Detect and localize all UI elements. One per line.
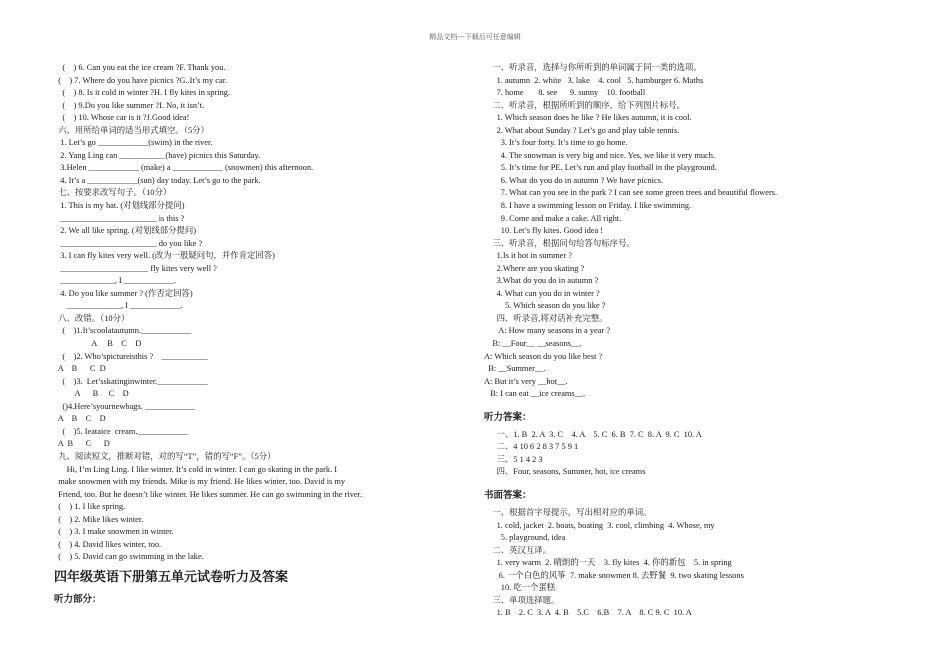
text-line: B: I can eat __ice creams__.	[484, 389, 586, 399]
document-title: 四年级英语下册第五单元试卷听力及答案	[54, 569, 289, 585]
text-line: A B C D	[54, 364, 106, 374]
text-line: ( ) 2. Mike likes winter.	[54, 514, 144, 524]
answer-line: 一、1. B 2. A 3. C 4. A 5. C 6. B 7. C 8. A 9. C 10. A	[484, 429, 702, 439]
text-line: 3.What do you do in autumn ?	[484, 276, 599, 286]
text-line: _____________________ fly kites very well ?	[54, 263, 217, 273]
text-line: 4. The snowman is very big and nice. Yes, we like it very much.	[484, 150, 716, 160]
text-line: A: Which season do you like best ?	[484, 351, 603, 361]
left-lines	[54, 62, 464, 564]
answer-line: 二、英汉互译。	[484, 545, 551, 555]
answer-line: 6. 一个白色的风筝 7. make snowmen 8. 去野餐 9. two skating lessons	[484, 570, 744, 580]
text-line: Friend, too. But he doesn’t like winter. He likes summer. He can go swimming in the river.	[54, 489, 363, 499]
answer-line: 三、单项选择题。	[484, 595, 560, 605]
text-line: ()4.Here’syournewbags. ____________	[54, 401, 196, 411]
text-line: 5. Which season do you like ?	[484, 301, 606, 311]
text-line: A: But it’s very __hot__.	[484, 376, 568, 386]
text-line: A B C D	[54, 414, 106, 424]
listening-answers	[484, 429, 924, 479]
text-line: ( ) 5. David can go swimming in the lake.	[54, 552, 204, 562]
text-line: A B C D	[54, 339, 142, 349]
written-answers	[484, 507, 924, 620]
listening-answers-title: 听力答案：	[484, 411, 532, 423]
text-line: B: __Four__ __seasons__.	[484, 339, 582, 349]
text-line: 1.Is it hot in summer ?	[484, 251, 572, 261]
text-line: 6. What do you do in autumn ? We have picnics.	[484, 175, 664, 185]
text-line: 5. It’s time for PE. Let’s run and play football in the playground.	[484, 163, 717, 173]
text-line: 八、改错。（10分）	[54, 313, 130, 323]
answer-line: 二、4 10 6 2 8 3 7 5 9 1	[484, 442, 579, 452]
header-note: 精品文档---下载后可任意编辑	[429, 33, 521, 41]
text-line: ( )1.It’scoolatautumn.____________	[54, 326, 192, 336]
text-line: 3. It’s four forty. It’s time to go home.	[484, 138, 628, 148]
text-line: 4. It’s a ____________(sun) day today. Let’s go to the park.	[54, 175, 261, 185]
text-line: 10. Let’s fly kites. Good idea !	[484, 226, 604, 236]
text-line: 1. Let’s go ____________(swim) in the river.	[54, 138, 213, 148]
text-line: 8. I have a swimming lesson on Friday. I like swimming.	[484, 201, 692, 211]
text-line: 3.Helen ____________ (make) a ____________ (snowmen) this afternoon.	[54, 163, 314, 173]
text-line: _____________, I ____________.	[54, 276, 177, 286]
text-line: ( ) 8. Is it cold in winter ?H. I fly kites in spring.	[54, 88, 231, 98]
left-column	[54, 62, 464, 611]
text-line: 六、用所给单词的适当形式填空。（5分）	[54, 125, 209, 135]
text-line: ( ) 4. David likes winter, too.	[54, 539, 162, 549]
text-line: ( )2. Who’spictureisthis ? ___________	[54, 351, 208, 361]
text-line: make snowmen with my friends. Mike is my friend. He likes winter, too. David is my	[54, 477, 346, 487]
text-line: _______________________ is this ?	[54, 213, 185, 223]
answer-line: 5. playground, idea	[484, 533, 566, 543]
text-line: ( )3. Let’sskatinginwinter.____________	[54, 376, 208, 386]
answer-line: 1. very warm 2. 晴朗的一天 3. fly kites 4. 你的新包 5. in spring	[484, 558, 732, 568]
answer-line: 四、Four, seasons, Summer, hot, ice creams	[484, 467, 646, 477]
text-line: ( ) 9.Do you like summer ?I. No, it isn’t.	[54, 100, 205, 110]
right-lines	[484, 62, 924, 401]
text-line: 1. Which season does he like ? He likes autumn, it is cool.	[484, 113, 692, 123]
text-line: 9. Come and make a cake. All right.	[484, 213, 622, 223]
text-line: ( ) 6. Can you eat the ice cream ?F. Thank you.	[54, 63, 226, 72]
text-line: A: How many seasons in a year ?	[484, 326, 611, 336]
text-line: A B C D	[54, 439, 110, 449]
text-line: B: __Summer__.	[484, 364, 546, 374]
text-line: 7. home 8. see 9. sunny 10. football	[484, 88, 646, 98]
text-line: ( ) 3. I make snowmen in winter.	[54, 527, 174, 537]
answer-line: 10. 吃一个蛋糕	[484, 583, 556, 593]
text-line: _____________, I ____________.	[54, 301, 183, 311]
right-column	[484, 62, 924, 620]
written-answers-title: 书面答案：	[484, 489, 532, 501]
text-line: 3. I can fly kites very well. (改为一般疑问句，并作肯定回答)	[54, 251, 275, 261]
text-line: A B C D	[54, 389, 129, 399]
listening-section-label: 听力部分：	[54, 593, 102, 605]
text-line: ( ) 10. Whose car is it ?J.Good idea!	[54, 113, 190, 123]
text-line: 2. We all like spring. (对划线部分提问)	[54, 226, 196, 236]
text-line: Hi, I’m Ling Ling. I like winter. It’s cold in winter. I can go skating in the park. I	[54, 464, 338, 474]
text-line: 一、听录音，选择与你所听到的单词属于同一类的选项。	[484, 63, 702, 72]
text-line: 2. What about Sunday ? Let’s go and play table tennis.	[484, 125, 680, 135]
answer-line: 1. cold, jacket 2. boats, boating 3. cool, climbing 4. Whose, my	[484, 520, 715, 530]
answer-line: 三、5 1 4 2 3	[484, 454, 543, 464]
text-line: ( ) 1. I like spring.	[54, 502, 126, 512]
text-line: 二、听录音，根据所听到的顺序，给下列图片标号。	[484, 100, 685, 110]
text-line: 1. This is my hat. (对划线部分提问)	[54, 201, 185, 211]
text-line: 2.Where are you skating ?	[484, 263, 585, 273]
text-line: 四、听录音,将对话补充完整。	[484, 313, 608, 323]
text-line: 九、阅读短文，推断对错，对的写“T”，错的写“F”。（5分）	[54, 451, 276, 461]
text-line: 4. Do you like summer ? (作否定回答)	[54, 288, 193, 298]
text-line: _______________________ do you like ?	[54, 238, 203, 248]
text-line: ( ) 7. Where do you have picnics ?G..It’s my car.	[54, 75, 228, 85]
text-line: 七、按要求改写句子。（10分）	[54, 188, 172, 198]
text-line: 7. What can you see in the park ? I can see some green trees and beautiful flowers.	[484, 188, 778, 198]
answer-line: 一、根据首字母提示，写出相对应的单词。	[484, 507, 652, 517]
text-line: 4. What can you do in winter ?	[484, 288, 600, 298]
text-line: ( )5. Ieataice cream.____________	[54, 426, 188, 436]
text-line: 1. autumn 2. white 3. lake 4. cool 5. hamburger 6. Maths	[484, 75, 704, 85]
answer-line: 1. B 2. C 3. A 4. B 5.C 6.B 7. A 8. C 9. C 10. A	[484, 608, 692, 618]
text-line: 2. Yang Ling can ___________(have) picnics this Saturday.	[54, 150, 261, 160]
text-line: 三、听录音，根据问句给答句标序号。	[484, 238, 635, 248]
